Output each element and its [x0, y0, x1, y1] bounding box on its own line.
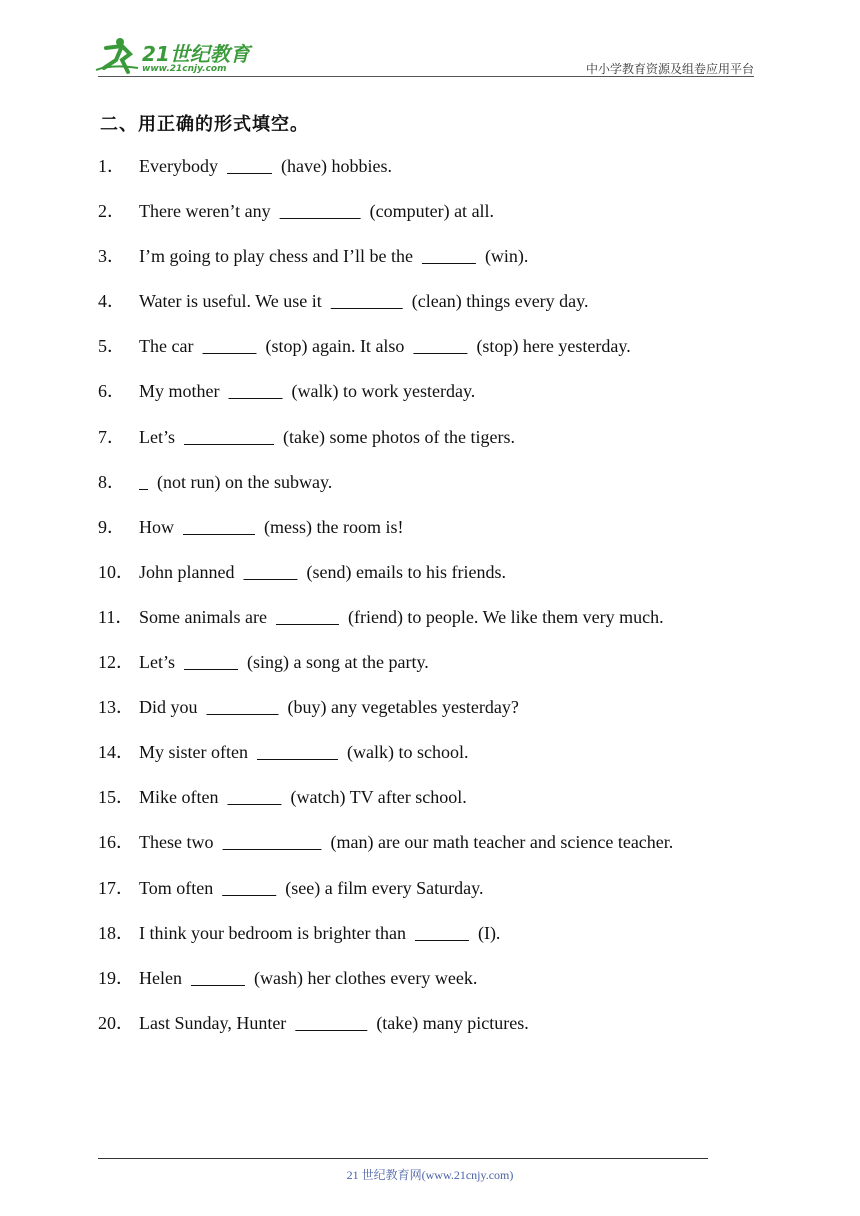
question-number: 1． [98, 156, 125, 176]
question-text: (friend) to people. We like them very much. [347, 606, 664, 627]
question-number: 9． [98, 516, 125, 537]
question-text: (clean) things every day. [411, 291, 589, 312]
question-text: Last Sunday, Hunter [139, 1012, 287, 1033]
question-text: (walk) to work yesterday. [291, 381, 476, 402]
question-item [98, 1010, 798, 1055]
question-text: Tom often [139, 877, 214, 898]
answer-blank[interactable] [207, 694, 279, 712]
question-item [98, 378, 798, 423]
question-item [98, 514, 798, 559]
answer-blank[interactable] [415, 920, 469, 938]
question-text: (computer) at all. [369, 201, 495, 222]
question-text: My mother [139, 381, 220, 402]
question-text: There weren’t any [139, 201, 271, 222]
question-number: 20． [98, 1012, 134, 1033]
answer-blank[interactable] [229, 378, 283, 396]
answer-blank[interactable] [222, 829, 321, 847]
answer-blank[interactable] [227, 784, 281, 802]
answer-blank[interactable] [295, 1010, 367, 1028]
question-text: (watch) TV after school. [290, 787, 467, 808]
question-text: I’m going to play chess and I’ll be the [139, 246, 413, 267]
footer-link[interactable]: 21 世纪教育网(www.21cnjy.com) [346, 1168, 514, 1182]
question-number: 10． [98, 561, 134, 582]
answer-blank[interactable] [413, 333, 467, 351]
answer-blank[interactable] [422, 243, 476, 261]
question-number: 5． [98, 336, 125, 357]
question-text: Some animals are [139, 606, 267, 627]
question-item [98, 604, 798, 649]
question-text: These two [139, 832, 214, 853]
question-number: 17． [98, 877, 134, 898]
section-title: 二、用正确的形式填空。 [100, 114, 309, 135]
question-item [98, 153, 798, 198]
question-number: 19． [98, 967, 134, 988]
question-text: Water is useful. We use it [139, 291, 322, 312]
question-text: (have) hobbies. [280, 156, 392, 176]
question-text: Let’s [139, 652, 175, 673]
question-text: (walk) to school. [346, 742, 469, 763]
answer-blank[interactable] [280, 198, 361, 216]
answer-blank[interactable] [184, 424, 274, 442]
question-text: Let’s [139, 426, 175, 447]
question-item [98, 243, 798, 288]
question-item [98, 469, 798, 514]
question-number: 13． [98, 697, 134, 718]
question-number: 8． [98, 471, 125, 492]
question-text: I think your bedroom is brighter than [139, 922, 406, 943]
question-text: The car [139, 336, 194, 357]
answer-blank[interactable] [191, 965, 245, 983]
question-text: John planned [139, 561, 235, 582]
question-number: 15． [98, 787, 134, 808]
question-list [98, 153, 798, 1055]
logo-text: 21世纪教育 [142, 42, 250, 66]
question-text: (man) are our math teacher and science teacher. [330, 832, 674, 853]
question-number: 14． [98, 742, 134, 763]
question-text: (send) emails to his friends. [306, 561, 506, 582]
question-number: 4． [98, 291, 125, 312]
answer-blank[interactable] [227, 153, 272, 171]
question-item [98, 829, 798, 874]
question-number: 11． [98, 606, 134, 627]
question-number: 18． [98, 922, 134, 943]
question-text: (see) a film every Saturday. [285, 877, 484, 898]
site-logo[interactable] [92, 34, 262, 78]
answer-blank[interactable] [276, 604, 339, 622]
question-text: (not run) on the subway. [157, 471, 333, 492]
logo-url: www.21cnjy.com [142, 64, 227, 74]
question-text: (take) many pictures. [376, 1012, 529, 1033]
question-text: (mess) the room is! [264, 516, 404, 537]
question-item [98, 559, 798, 604]
question-item [98, 694, 798, 739]
question-number: 6． [98, 381, 125, 402]
question-item [98, 198, 798, 243]
answer-blank[interactable] [222, 875, 276, 893]
question-text: Helen [139, 967, 182, 988]
question-text: (buy) any vegetables yesterday? [287, 697, 519, 718]
question-item [98, 784, 798, 829]
answer-blank[interactable] [184, 649, 238, 667]
question-text: My sister often [139, 742, 248, 763]
question-item [98, 739, 798, 784]
question-item [98, 965, 798, 1010]
question-text: (take) some photos of the tigers. [283, 426, 515, 447]
question-item [98, 875, 798, 920]
question-text: (stop) again. It also [265, 336, 405, 357]
question-item [98, 333, 798, 378]
answer-blank[interactable] [183, 514, 255, 532]
question-text: (win). [484, 246, 529, 267]
answer-blank[interactable] [257, 739, 338, 757]
answer-blank[interactable] [331, 288, 403, 306]
answer-blank[interactable] [243, 559, 297, 577]
question-item [98, 288, 798, 333]
question-number: 12． [98, 652, 134, 673]
question-item [98, 649, 798, 694]
footer-divider [98, 1158, 708, 1159]
question-text: (wash) her clothes every week. [253, 967, 478, 988]
question-number: 7． [98, 426, 125, 447]
question-text: Did you [139, 697, 198, 718]
question-number: 2． [98, 201, 125, 222]
header-divider [98, 76, 754, 77]
question-item [98, 920, 798, 965]
question-text: (sing) a song at the party. [247, 652, 429, 673]
answer-blank[interactable] [139, 469, 148, 487]
question-text: Mike often [139, 787, 219, 808]
question-text: Everybody [139, 156, 218, 176]
question-number: 16． [98, 832, 134, 853]
question-text: How [139, 516, 174, 537]
question-text: (I). [477, 922, 501, 943]
question-number: 3． [98, 246, 125, 267]
platform-name: 中小学教育资源及组卷应用平台 [585, 62, 754, 76]
page-header [0, 0, 860, 80]
question-text: (stop) here yesterday. [476, 336, 631, 357]
answer-blank[interactable] [202, 333, 256, 351]
question-item [98, 424, 798, 469]
